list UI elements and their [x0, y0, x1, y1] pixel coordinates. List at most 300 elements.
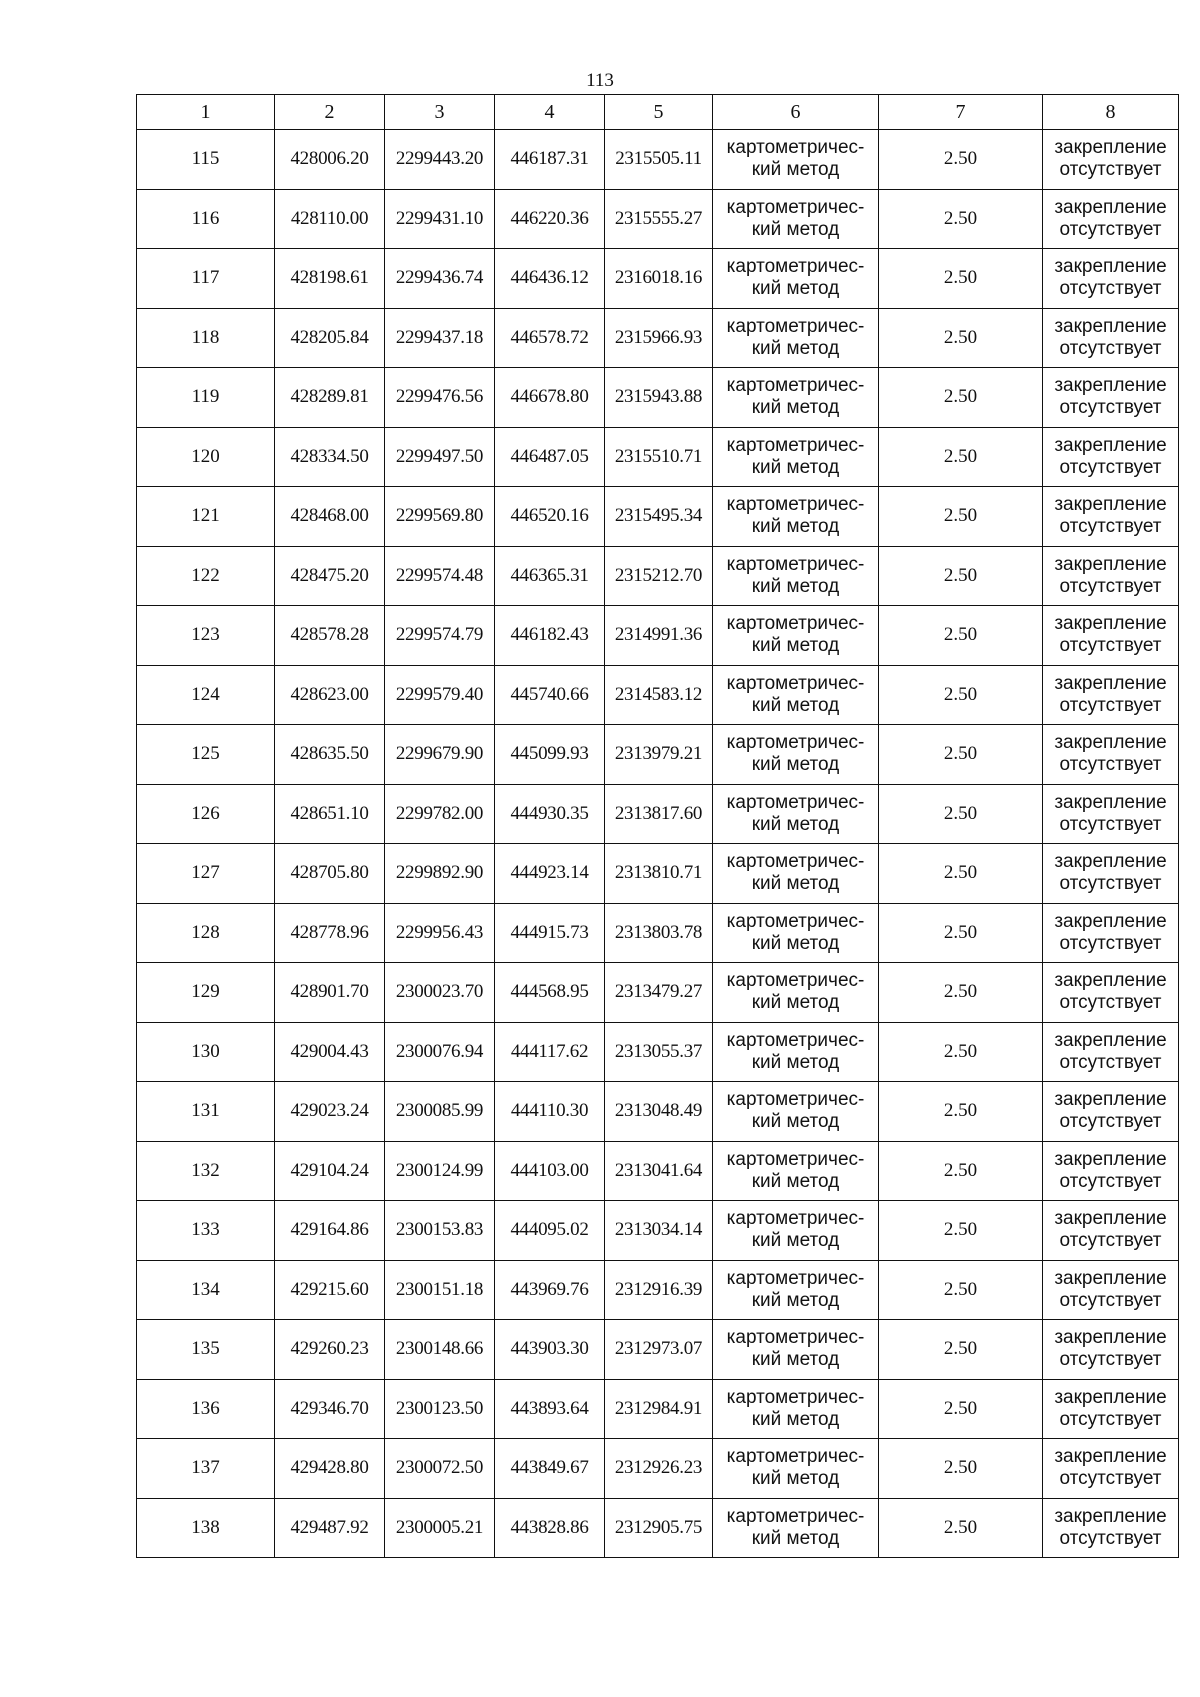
fixing-line: отсутствует: [1059, 456, 1162, 478]
coordinate-cell: 2299569.80: [385, 487, 495, 547]
method-line: кий метод: [751, 1349, 840, 1371]
fixing-line: закрепление: [1054, 732, 1167, 754]
coordinate-cell: 2315555.27: [605, 189, 713, 249]
coordinate-cell: 2313048.49: [605, 1082, 713, 1142]
column-header: 6: [713, 95, 879, 130]
method-line: картометричес-: [726, 1327, 865, 1349]
coordinate-cell: 2299956.43: [385, 903, 495, 963]
method-cell: [713, 1260, 879, 1320]
table-row: [137, 1379, 1179, 1439]
accuracy-cell: 2.50: [879, 1022, 1043, 1082]
coordinate-cell: 428198.61: [275, 249, 385, 309]
accuracy-cell: 2.50: [879, 784, 1043, 844]
coordinate-cell: 2314991.36: [605, 606, 713, 666]
method-cell: [713, 1379, 879, 1439]
accuracy-cell: 2.50: [879, 1439, 1043, 1499]
column-header: 7: [879, 95, 1043, 130]
fixing-cell: [1043, 1201, 1179, 1261]
table-row: [137, 1320, 1179, 1380]
method-line: картометричес-: [726, 1089, 865, 1111]
accuracy-cell: 2.50: [879, 546, 1043, 606]
fixing-line: отсутствует: [1059, 635, 1162, 657]
coordinate-cell: 2299437.18: [385, 308, 495, 368]
coordinate-cell: 2299497.50: [385, 427, 495, 487]
coordinate-cell: 446182.43: [495, 606, 605, 666]
method-cell: [713, 784, 879, 844]
coordinate-cell: 2299574.48: [385, 546, 495, 606]
table-header-row: [137, 95, 1179, 130]
table-row: [137, 1201, 1179, 1261]
coordinate-cell: 2300123.50: [385, 1379, 495, 1439]
table-row: [137, 606, 1179, 666]
fixing-cell: [1043, 903, 1179, 963]
coordinate-cell: 2299476.56: [385, 368, 495, 428]
fixing-line: закрепление: [1054, 375, 1167, 397]
coordinate-cell: 428334.50: [275, 427, 385, 487]
fixing-cell: [1043, 844, 1179, 904]
method-line: картометричес-: [726, 315, 865, 337]
column-header: 8: [1043, 95, 1179, 130]
fixing-line: закрепление: [1054, 1208, 1167, 1230]
point-number-cell: 134: [137, 1260, 275, 1320]
method-cell: [713, 308, 879, 368]
method-line: кий метод: [751, 1051, 840, 1073]
accuracy-cell: 2.50: [879, 427, 1043, 487]
table-row: [137, 665, 1179, 725]
coordinate-cell: 2312926.23: [605, 1439, 713, 1499]
fixing-cell: [1043, 368, 1179, 428]
coordinate-cell: 2312916.39: [605, 1260, 713, 1320]
accuracy-cell: 2.50: [879, 1379, 1043, 1439]
accuracy-cell: 2.50: [879, 1201, 1043, 1261]
fixing-cell: [1043, 249, 1179, 309]
fixing-line: отсутствует: [1059, 278, 1162, 300]
table-row: [137, 308, 1179, 368]
table-row: [137, 249, 1179, 309]
fixing-line: отсутствует: [1059, 1408, 1162, 1430]
method-cell: [713, 725, 879, 785]
coordinate-cell: 443893.64: [495, 1379, 605, 1439]
table-row: [137, 844, 1179, 904]
point-number-cell: 128: [137, 903, 275, 963]
method-line: кий метод: [751, 218, 840, 240]
table-row: [137, 427, 1179, 487]
coordinate-cell: 446187.31: [495, 130, 605, 190]
coordinate-cell: 428623.00: [275, 665, 385, 725]
coordinate-cell: 429164.86: [275, 1201, 385, 1261]
method-cell: [713, 1320, 879, 1380]
point-number-cell: 118: [137, 308, 275, 368]
coordinate-cell: 2299443.20: [385, 130, 495, 190]
method-line: кий метод: [751, 337, 840, 359]
table-row: [137, 725, 1179, 785]
coordinate-cell: 428578.28: [275, 606, 385, 666]
accuracy-cell: 2.50: [879, 308, 1043, 368]
fixing-line: закрепление: [1054, 1148, 1167, 1170]
coordinate-cell: 443828.86: [495, 1498, 605, 1558]
method-line: картометричес-: [726, 1208, 865, 1230]
accuracy-cell: 2.50: [879, 1498, 1043, 1558]
coordinate-cell: 2312973.07: [605, 1320, 713, 1380]
point-number-cell: 124: [137, 665, 275, 725]
coordinate-cell: 2300124.99: [385, 1141, 495, 1201]
point-number-cell: 123: [137, 606, 275, 666]
method-line: кий метод: [751, 1289, 840, 1311]
point-number-cell: 135: [137, 1320, 275, 1380]
method-cell: [713, 1498, 879, 1558]
table-row: [137, 546, 1179, 606]
table-row: [137, 1439, 1179, 1499]
coordinate-cell: 2313055.37: [605, 1022, 713, 1082]
column-header: 1: [137, 95, 275, 130]
fixing-line: отсутствует: [1059, 1289, 1162, 1311]
fixing-line: отсутствует: [1059, 575, 1162, 597]
fixing-line: закрепление: [1054, 851, 1167, 873]
point-number-cell: 122: [137, 546, 275, 606]
coordinate-cell: 444110.30: [495, 1082, 605, 1142]
method-line: картометричес-: [726, 1029, 865, 1051]
fixing-line: закрепление: [1054, 1446, 1167, 1468]
coordinate-cell: 443849.67: [495, 1439, 605, 1499]
method-line: кий метод: [751, 694, 840, 716]
column-header: 4: [495, 95, 605, 130]
point-number-cell: 137: [137, 1439, 275, 1499]
method-cell: [713, 1439, 879, 1499]
accuracy-cell: 2.50: [879, 606, 1043, 666]
method-line: кий метод: [751, 1468, 840, 1490]
fixing-line: закрепление: [1054, 910, 1167, 932]
point-number-cell: 132: [137, 1141, 275, 1201]
fixing-cell: [1043, 1379, 1179, 1439]
method-cell: [713, 427, 879, 487]
fixing-line: отсутствует: [1059, 516, 1162, 538]
coordinate-cell: 2316018.16: [605, 249, 713, 309]
coordinate-cell: 2313034.14: [605, 1201, 713, 1261]
accuracy-cell: 2.50: [879, 1082, 1043, 1142]
method-line: кий метод: [751, 754, 840, 776]
fixing-line: отсутствует: [1059, 992, 1162, 1014]
coordinate-cell: 428635.50: [275, 725, 385, 785]
method-line: кий метод: [751, 1408, 840, 1430]
fixing-line: отсутствует: [1059, 337, 1162, 359]
fixing-line: закрепление: [1054, 1386, 1167, 1408]
coordinate-cell: 2300085.99: [385, 1082, 495, 1142]
fixing-line: закрепление: [1054, 613, 1167, 635]
fixing-line: отсутствует: [1059, 754, 1162, 776]
fixing-cell: [1043, 308, 1179, 368]
method-cell: [713, 963, 879, 1023]
point-number-cell: 130: [137, 1022, 275, 1082]
method-line: картометричес-: [726, 613, 865, 635]
point-number-cell: 136: [137, 1379, 275, 1439]
coordinate-cell: 2315495.34: [605, 487, 713, 547]
fixing-cell: [1043, 189, 1179, 249]
coordinate-cell: 446578.72: [495, 308, 605, 368]
coordinate-cell: 428006.20: [275, 130, 385, 190]
coordinate-cell: 2314583.12: [605, 665, 713, 725]
fixing-line: отсутствует: [1059, 159, 1162, 181]
fixing-line: закрепление: [1054, 196, 1167, 218]
fixing-cell: [1043, 725, 1179, 785]
method-line: картометричес-: [726, 910, 865, 932]
fixing-line: закрепление: [1054, 494, 1167, 516]
point-number-cell: 127: [137, 844, 275, 904]
fixing-line: закрепление: [1054, 553, 1167, 575]
coordinate-cell: 429215.60: [275, 1260, 385, 1320]
point-number-cell: 126: [137, 784, 275, 844]
method-line: кий метод: [751, 278, 840, 300]
fixing-line: закрепление: [1054, 970, 1167, 992]
method-line: картометричес-: [726, 256, 865, 278]
coordinate-cell: 444923.14: [495, 844, 605, 904]
method-cell: [713, 249, 879, 309]
coordinate-cell: 2300072.50: [385, 1439, 495, 1499]
method-line: кий метод: [751, 159, 840, 181]
coordinate-cell: 2315212.70: [605, 546, 713, 606]
method-line: кий метод: [751, 575, 840, 597]
coordinate-cell: 2313479.27: [605, 963, 713, 1023]
coordinate-cell: 2299574.79: [385, 606, 495, 666]
coordinate-cell: 428205.84: [275, 308, 385, 368]
fixing-line: отсутствует: [1059, 932, 1162, 954]
fixing-line: закрепление: [1054, 672, 1167, 694]
table-row: [137, 1022, 1179, 1082]
coordinate-cell: 2315943.88: [605, 368, 713, 428]
fixing-line: закрепление: [1054, 1089, 1167, 1111]
coordinate-cell: 429104.24: [275, 1141, 385, 1201]
method-cell: [713, 903, 879, 963]
method-line: картометричес-: [726, 137, 865, 159]
method-line: кий метод: [751, 1111, 840, 1133]
fixing-cell: [1043, 1320, 1179, 1380]
method-line: картометричес-: [726, 791, 865, 813]
coordinate-cell: 446520.16: [495, 487, 605, 547]
fixing-line: закрепление: [1054, 791, 1167, 813]
method-line: картометричес-: [726, 1386, 865, 1408]
table-row: [137, 130, 1179, 190]
fixing-line: закрепление: [1054, 434, 1167, 456]
method-line: картометричес-: [726, 494, 865, 516]
coordinate-cell: 2299679.90: [385, 725, 495, 785]
coordinate-cell: 444095.02: [495, 1201, 605, 1261]
fixing-line: отсутствует: [1059, 873, 1162, 895]
method-line: картометричес-: [726, 672, 865, 694]
coordinate-cell: 443969.76: [495, 1260, 605, 1320]
coordinate-cell: 2300153.83: [385, 1201, 495, 1261]
coordinate-cell: 428778.96: [275, 903, 385, 963]
fixing-cell: [1043, 1439, 1179, 1499]
accuracy-cell: 2.50: [879, 130, 1043, 190]
coordinate-cell: 429428.80: [275, 1439, 385, 1499]
coordinate-cell: 2313041.64: [605, 1141, 713, 1201]
method-line: кий метод: [751, 635, 840, 657]
fixing-line: отсутствует: [1059, 1230, 1162, 1252]
fixing-cell: [1043, 963, 1179, 1023]
coordinate-cell: 2299579.40: [385, 665, 495, 725]
fixing-line: отсутствует: [1059, 1170, 1162, 1192]
fixing-cell: [1043, 1260, 1179, 1320]
coordinate-cell: 2315966.93: [605, 308, 713, 368]
fixing-cell: [1043, 1022, 1179, 1082]
method-cell: [713, 368, 879, 428]
method-cell: [713, 1141, 879, 1201]
method-line: картометричес-: [726, 1446, 865, 1468]
table-row: [137, 963, 1179, 1023]
method-line: кий метод: [751, 1230, 840, 1252]
fixing-cell: [1043, 427, 1179, 487]
coordinate-cell: 444117.62: [495, 1022, 605, 1082]
method-cell: [713, 487, 879, 547]
fixing-line: закрепление: [1054, 256, 1167, 278]
coordinate-cell: 428651.10: [275, 784, 385, 844]
fixing-line: закрепление: [1054, 1267, 1167, 1289]
method-line: картометричес-: [726, 1267, 865, 1289]
method-line: картометричес-: [726, 1505, 865, 1527]
accuracy-cell: 2.50: [879, 844, 1043, 904]
coordinate-cell: 2300151.18: [385, 1260, 495, 1320]
method-line: кий метод: [751, 1527, 840, 1549]
coordinate-cell: 429004.43: [275, 1022, 385, 1082]
coordinate-cell: 2315510.71: [605, 427, 713, 487]
fixing-line: отсутствует: [1059, 1349, 1162, 1371]
coordinates-table: [136, 94, 1179, 1558]
method-line: кий метод: [751, 932, 840, 954]
method-cell: [713, 189, 879, 249]
method-line: кий метод: [751, 516, 840, 538]
fixing-line: закрепление: [1054, 1327, 1167, 1349]
coordinate-cell: 2313979.21: [605, 725, 713, 785]
coordinate-cell: 2315505.11: [605, 130, 713, 190]
coordinate-cell: 2313817.60: [605, 784, 713, 844]
coordinate-cell: 446365.31: [495, 546, 605, 606]
coordinate-cell: 2299782.00: [385, 784, 495, 844]
accuracy-cell: 2.50: [879, 725, 1043, 785]
accuracy-cell: 2.50: [879, 665, 1043, 725]
table-row: [137, 1498, 1179, 1558]
method-line: кий метод: [751, 456, 840, 478]
method-line: кий метод: [751, 397, 840, 419]
method-cell: [713, 1082, 879, 1142]
fixing-line: отсутствует: [1059, 1527, 1162, 1549]
coordinate-cell: 2300076.94: [385, 1022, 495, 1082]
accuracy-cell: 2.50: [879, 1260, 1043, 1320]
column-header: 2: [275, 95, 385, 130]
coordinate-cell: 428289.81: [275, 368, 385, 428]
coordinate-cell: 429346.70: [275, 1379, 385, 1439]
coordinate-cell: 446678.80: [495, 368, 605, 428]
table-row: [137, 1260, 1179, 1320]
coordinate-cell: 443903.30: [495, 1320, 605, 1380]
column-header: 3: [385, 95, 495, 130]
point-number-cell: 131: [137, 1082, 275, 1142]
method-cell: [713, 1022, 879, 1082]
method-cell: [713, 546, 879, 606]
column-header: 5: [605, 95, 713, 130]
coordinate-cell: 444103.00: [495, 1141, 605, 1201]
method-line: картометричес-: [726, 375, 865, 397]
fixing-line: отсутствует: [1059, 397, 1162, 419]
accuracy-cell: 2.50: [879, 189, 1043, 249]
coordinate-cell: 446436.12: [495, 249, 605, 309]
fixing-cell: [1043, 130, 1179, 190]
fixing-line: закрепление: [1054, 1029, 1167, 1051]
method-line: кий метод: [751, 813, 840, 835]
method-line: кий метод: [751, 992, 840, 1014]
table-row: [137, 189, 1179, 249]
point-number-cell: 116: [137, 189, 275, 249]
point-number-cell: 119: [137, 368, 275, 428]
fixing-cell: [1043, 784, 1179, 844]
method-line: кий метод: [751, 1170, 840, 1192]
fixing-cell: [1043, 606, 1179, 666]
table-row: [137, 903, 1179, 963]
fixing-cell: [1043, 1141, 1179, 1201]
table-row: [137, 1082, 1179, 1142]
method-cell: [713, 1201, 879, 1261]
coordinate-cell: 2300023.70: [385, 963, 495, 1023]
table-row: [137, 368, 1179, 428]
accuracy-cell: 2.50: [879, 903, 1043, 963]
coordinate-cell: 2299436.74: [385, 249, 495, 309]
coordinate-cell: 2312905.75: [605, 1498, 713, 1558]
method-line: картометричес-: [726, 434, 865, 456]
fixing-line: закрепление: [1054, 137, 1167, 159]
coordinate-cell: 445740.66: [495, 665, 605, 725]
fixing-cell: [1043, 487, 1179, 547]
fixing-cell: [1043, 1498, 1179, 1558]
point-number-cell: 121: [137, 487, 275, 547]
table-row: [137, 1141, 1179, 1201]
point-number-cell: 138: [137, 1498, 275, 1558]
point-number-cell: 125: [137, 725, 275, 785]
coordinate-cell: 429487.92: [275, 1498, 385, 1558]
accuracy-cell: 2.50: [879, 249, 1043, 309]
accuracy-cell: 2.50: [879, 1320, 1043, 1380]
accuracy-cell: 2.50: [879, 963, 1043, 1023]
point-number-cell: 117: [137, 249, 275, 309]
method-line: картометричес-: [726, 1148, 865, 1170]
coordinate-cell: 444915.73: [495, 903, 605, 963]
fixing-line: закрепление: [1054, 1505, 1167, 1527]
fixing-cell: [1043, 1082, 1179, 1142]
fixing-line: отсутствует: [1059, 694, 1162, 716]
accuracy-cell: 2.50: [879, 487, 1043, 547]
point-number-cell: 115: [137, 130, 275, 190]
fixing-cell: [1043, 665, 1179, 725]
coordinate-cell: 428110.00: [275, 189, 385, 249]
method-cell: [713, 130, 879, 190]
page-number: 113: [586, 70, 614, 91]
fixing-line: отсутствует: [1059, 1051, 1162, 1073]
method-cell: [713, 665, 879, 725]
coordinate-cell: 2299431.10: [385, 189, 495, 249]
coordinate-cell: 446220.36: [495, 189, 605, 249]
coordinate-cell: 444568.95: [495, 963, 605, 1023]
coordinate-cell: 2312984.91: [605, 1379, 713, 1439]
method-line: картометричес-: [726, 553, 865, 575]
coordinate-cell: 428468.00: [275, 487, 385, 547]
table-row: [137, 487, 1179, 547]
coordinate-cell: 429023.24: [275, 1082, 385, 1142]
method-line: кий метод: [751, 873, 840, 895]
fixing-line: отсутствует: [1059, 1468, 1162, 1490]
coordinate-cell: 2300148.66: [385, 1320, 495, 1380]
method-line: картометричес-: [726, 851, 865, 873]
fixing-line: отсутствует: [1059, 813, 1162, 835]
coordinate-cell: 428705.80: [275, 844, 385, 904]
coordinate-cell: 2313810.71: [605, 844, 713, 904]
method-line: картометричес-: [726, 196, 865, 218]
